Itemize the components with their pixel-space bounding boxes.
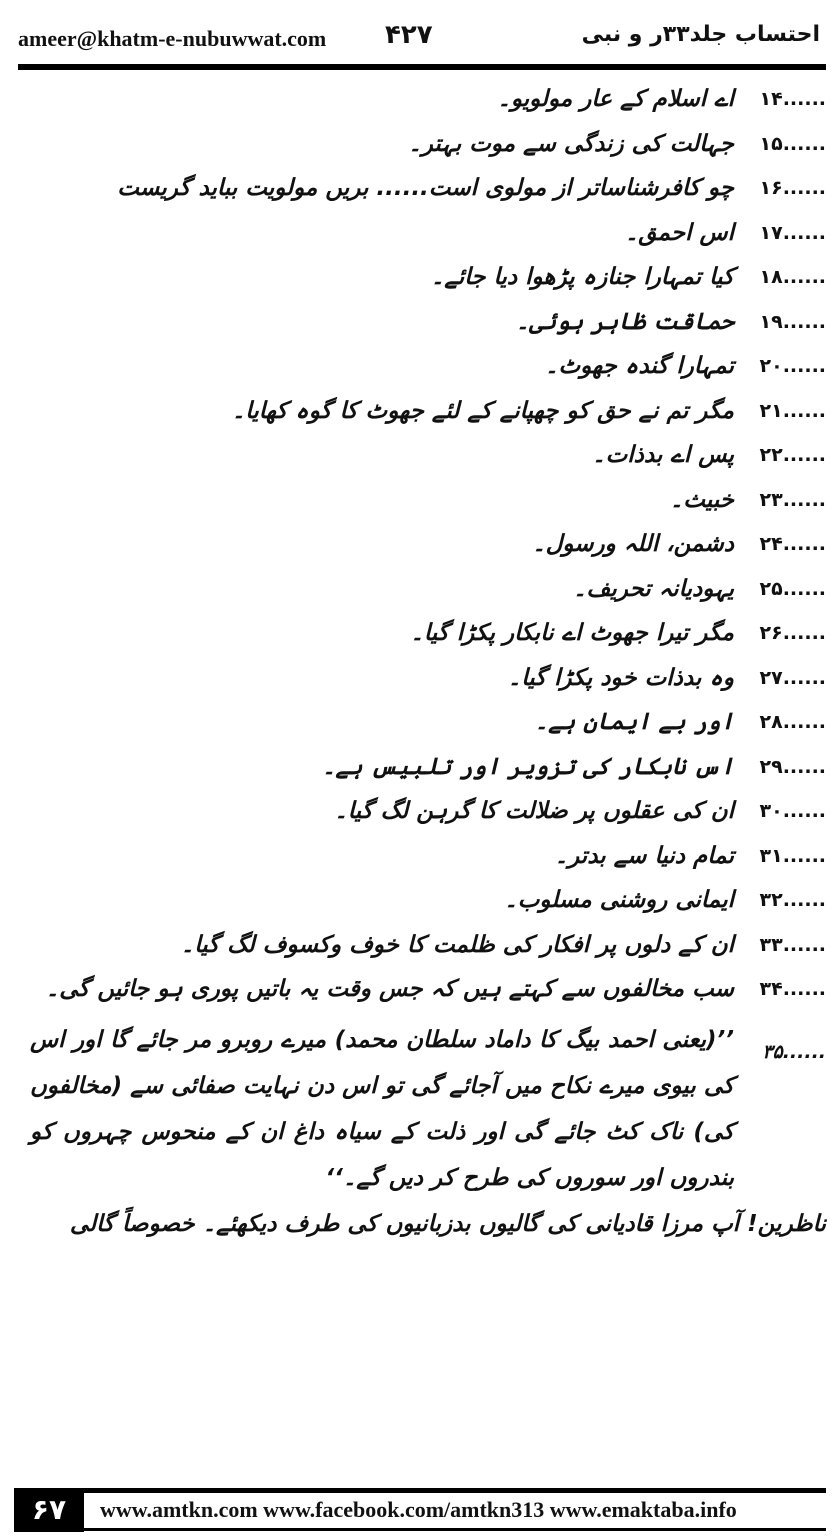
list-item-20 [30, 347, 826, 392]
item-text: سب مخالفوں سے کہتے ہیں کہ جس وقت یہ باتیں پوری ہو جائیں گی۔ [45, 976, 734, 1002]
item-number: ۱۴...... [759, 88, 826, 110]
item-number: ۳۴...... [759, 978, 826, 1000]
item-number: ۱۵...... [759, 132, 826, 155]
footer-urls: www.amtkn.com www.facebook.com/amtkn313 www.emaktaba.info [100, 1497, 737, 1522]
item-text: تمام دنیا سے بدتر۔ [554, 842, 734, 869]
list-item-17 [30, 214, 826, 259]
item-number: ۱۷...... [759, 221, 826, 244]
item-text: حماقت ظاہر ہوئی۔ [515, 308, 734, 335]
item-text: کیا تمہارا جنازہ پڑھوا دیا جائے۔ [430, 264, 734, 290]
item-text: وہ بدذات خود پکڑا گیا۔ [507, 664, 734, 691]
list-item-31 [30, 837, 826, 882]
list-item-26 [30, 614, 826, 659]
footer-rule-bottom [84, 1528, 826, 1531]
item-number: ۳۲...... [759, 889, 826, 911]
item-text: یہودیانہ تحریف۔ [573, 575, 734, 602]
footer-rule-top [84, 1488, 826, 1493]
item-number: ۳۰...... [759, 800, 826, 822]
list-item-16 [30, 169, 826, 214]
item-number: ۱۹...... [759, 310, 826, 333]
item-number: ۳۵...... [762, 1040, 826, 1063]
page-number: ۴۲۷ [385, 20, 433, 50]
book-title: احتساب جلد۳۳ر و نبی [581, 22, 820, 47]
item-number: ۳۱...... [759, 844, 826, 867]
list-item-30 [30, 792, 826, 837]
item-number: ۲۴...... [759, 533, 826, 555]
item-number: ۲۸...... [759, 711, 826, 733]
item-number: ۲۶...... [759, 622, 826, 644]
item-number: ۲۰...... [759, 355, 826, 377]
item-text: اس نابکار کی تزویر اور تلبیس ہے۔ [322, 753, 734, 780]
item-number: ۱۶...... [759, 177, 826, 199]
item-text: دشمن، اللہ ورسول۔ [532, 531, 734, 557]
item-text: ایمانی روشنی مسلوب۔ [504, 887, 734, 913]
item-number: ۱۸...... [759, 266, 826, 288]
item-text: تمہارا گندہ جھوٹ۔ [545, 353, 734, 379]
list-item-18 [30, 258, 826, 303]
list-item-21 [30, 392, 826, 437]
item-text: خبیث۔ [669, 486, 734, 513]
item-text: پس اے بدذات۔ [592, 442, 734, 468]
item-text-quote: ’’(یعنی احمد بیگ کا داماد سلطان محمد) میرے روبرو مر جائے گا اور اس کی بیوی میرے نکاح میں آجائے گی تو اس دن نہایت صفائی سے (مخالفوں کی) ناک کٹ جائے گی اور ذلت کے سیاہ داغ ان کے منحوس چہروں کو بندروں اور سوروں کی طرح کر دیں گے۔‘‘ [30, 1026, 734, 1191]
item-text: اور بے ایمان ہے۔ [534, 709, 734, 735]
list-item-28 [30, 703, 826, 748]
list-item-34 [30, 970, 826, 1015]
list-item-33 [30, 926, 826, 971]
item-text: اے اسلام کے عار مولویو۔ [497, 86, 734, 112]
list-item-15 [30, 125, 826, 170]
item-number: ۲۹...... [759, 755, 826, 778]
header-email: ameer@khatm-e-nubuwwat.com [18, 26, 327, 51]
page-content [30, 80, 826, 1247]
list-item-27 [30, 659, 826, 704]
list-item-32 [30, 881, 826, 926]
footer-page-badge: ۶۷ [14, 1488, 84, 1532]
header-rule [18, 64, 826, 70]
item-number: ۲۱...... [759, 399, 826, 422]
list-item-19 [30, 303, 826, 348]
closing-paragraph: ناظرین! آپ مرزا قادیانی کی گالیوں بدزبانیوں کی طرف دیکھئے۔ خصوصاً گالی [69, 1210, 826, 1237]
page-footer [0, 1480, 840, 1540]
list-item-25 [30, 570, 826, 615]
item-text: مگر تم نے حق کو چھپانے کے لئے جھوٹ کا گوہ کھایا۔ [231, 397, 734, 424]
list-item-14 [30, 80, 826, 125]
item-text: ان کی عقلوں پر ضلالت کا گرہن لگ گیا۔ [334, 798, 734, 824]
item-number: ۲۵...... [759, 577, 826, 600]
list-item-35 [30, 1017, 826, 1201]
item-text: چو کافرشناساتر از مولوی است...... بریں مولویت بباید گریست [117, 175, 734, 201]
item-number: ۲۷...... [759, 666, 826, 689]
list-item-29 [30, 748, 826, 793]
list-item-22 [30, 436, 826, 481]
item-text: مگر تیرا جھوٹ اے نابکار پکڑا گیا۔ [410, 620, 734, 646]
item-number: ۲۳...... [759, 488, 826, 511]
item-number: ۳۳...... [759, 933, 826, 956]
list-item-24 [30, 525, 826, 570]
item-text: جہالت کی زندگی سے موت بہتر۔ [408, 130, 734, 157]
list-item-23 [30, 481, 826, 526]
item-number: ۲۲...... [759, 444, 826, 466]
item-text: ان کے دلوں پر افکار کی ظلمت کا خوف وکسوف لگ گیا۔ [180, 931, 734, 958]
page-header [0, 0, 840, 72]
item-text: اس احمق۔ [624, 219, 734, 246]
